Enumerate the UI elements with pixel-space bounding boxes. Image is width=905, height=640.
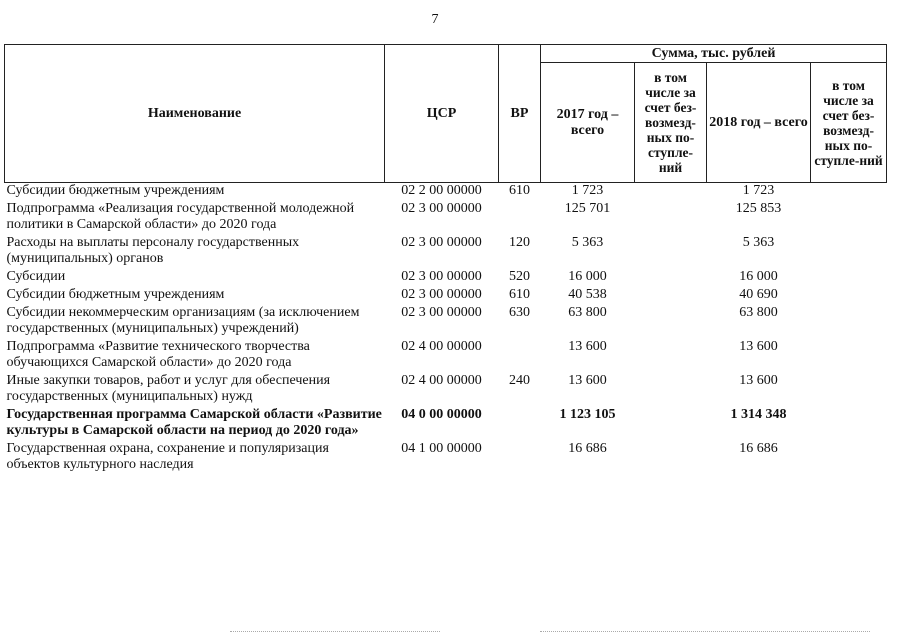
row-2017-grants (635, 339, 707, 373)
header-2018-total: 2018 год – всего (707, 63, 811, 183)
row-2017-total: 1 723 (571, 183, 604, 198)
header-csr: ЦСР (385, 45, 499, 183)
row-2017-total: 16 000 (568, 269, 607, 284)
row-2017-grants (635, 441, 707, 475)
row-2018-grants (811, 201, 887, 235)
row-2017-grants (635, 287, 707, 305)
row-csr: 02 4 00 00000 (401, 339, 482, 354)
table-row (5, 305, 887, 339)
table-row (5, 407, 887, 441)
row-csr: 02 3 00 00000 (401, 235, 482, 250)
row-vr: 610 (509, 287, 530, 302)
row-2018-grants (811, 441, 887, 475)
row-vr: 520 (509, 269, 530, 284)
row-vr: 240 (509, 373, 530, 388)
row-vr (499, 201, 541, 235)
row-2018-total: 63 800 (739, 305, 778, 320)
row-2017-total: 63 800 (568, 305, 607, 320)
row-name: Субсидии бюджетным учреждениям (6, 287, 225, 302)
table-row (5, 201, 887, 235)
row-name: Государственная охрана, сохранение и популяризация объектов культурного наследия (6, 441, 329, 472)
table-row (5, 287, 887, 305)
row-2018-grants (811, 407, 887, 441)
row-2018-total: 40 690 (739, 287, 778, 302)
row-name: Государственная программа Самарской области «Развитие культуры в Самарской области на период до 2020 года» (6, 407, 382, 438)
row-vr (499, 407, 541, 441)
table-row (5, 441, 887, 475)
row-vr (499, 441, 541, 475)
row-2017-total: 1 123 105 (559, 407, 616, 422)
table-row (5, 339, 887, 373)
table-row (5, 269, 887, 287)
row-2018-grants (811, 183, 887, 202)
table-body (5, 183, 887, 476)
row-2017-grants (635, 407, 707, 441)
row-2018-total: 16 000 (739, 269, 778, 284)
row-2018-grants (811, 287, 887, 305)
row-2018-grants (811, 305, 887, 339)
row-2017-grants (635, 183, 707, 202)
row-2017-grants (635, 305, 707, 339)
row-vr: 630 (509, 305, 530, 320)
row-2017-grants (635, 269, 707, 287)
row-2018-grants (811, 269, 887, 287)
budget-table (4, 44, 887, 475)
row-2018-total: 13 600 (739, 339, 778, 354)
row-2017-grants (635, 373, 707, 407)
row-2018-total: 125 853 (735, 201, 782, 216)
row-2018-total: 13 600 (739, 373, 778, 388)
row-csr: 02 4 00 00000 (401, 373, 482, 388)
row-csr: 02 2 00 00000 (401, 183, 482, 198)
row-2017-total: 13 600 (568, 339, 607, 354)
row-2018-grants (811, 373, 887, 407)
table-row (5, 235, 887, 269)
header-2017-grants: в том числе за счет без-возмезд-ных по-ступле-ний (635, 63, 707, 183)
row-2018-total: 5 363 (742, 235, 775, 250)
row-csr: 04 0 00 00000 (401, 407, 482, 422)
row-2017-grants (635, 201, 707, 235)
row-vr (499, 339, 541, 373)
row-name: Субсидии (6, 269, 66, 284)
row-csr: 02 3 00 00000 (401, 269, 482, 284)
row-name: Расходы на выплаты персоналу государственных (муниципальных) органов (6, 235, 300, 266)
row-2018-total: 1 314 348 (730, 407, 787, 422)
row-2017-total: 5 363 (571, 235, 604, 250)
row-csr: 02 3 00 00000 (401, 287, 482, 302)
row-name: Подпрограмма «Реализация государственной молодежной политики в Самарской области» до 2020 года (6, 201, 355, 232)
row-2018-total: 1 723 (742, 183, 775, 198)
header-vr: ВР (499, 45, 541, 183)
header-sum: Сумма, тыс. рублей (541, 45, 887, 63)
table-header (5, 45, 887, 183)
row-name: Субсидии некоммерческим организациям (за исключением государственных (муниципальных) учреждений) (6, 305, 360, 336)
table-row (5, 183, 887, 202)
row-name: Субсидии бюджетным учреждениям (6, 183, 225, 198)
scan-artifact-line (230, 631, 440, 632)
table-row (5, 373, 887, 407)
row-csr: 02 3 00 00000 (401, 305, 482, 320)
page-number: 7 (431, 12, 439, 27)
row-2018-grants (811, 235, 887, 269)
row-2017-total: 13 600 (568, 373, 607, 388)
row-csr: 02 3 00 00000 (401, 201, 482, 216)
row-csr: 04 1 00 00000 (401, 441, 482, 456)
row-2017-total: 40 538 (568, 287, 607, 302)
header-name: Наименование (5, 45, 385, 183)
header-2018-grants: в том числе за счет без-возмезд-ных по-ступле-ний (811, 63, 887, 183)
scan-artifact-line (540, 631, 870, 632)
row-vr: 120 (509, 235, 530, 250)
row-vr: 610 (509, 183, 530, 198)
row-name: Подпрограмма «Развитие технического творчества обучающихся Самарской области» до 2020 года (6, 339, 310, 370)
row-2018-grants (811, 339, 887, 373)
row-name: Иные закупки товаров, работ и услуг для обеспечения государственных (муниципальных) нужд (6, 373, 331, 404)
row-2017-grants (635, 235, 707, 269)
row-2018-total: 16 686 (739, 441, 778, 456)
row-2017-total: 125 701 (564, 201, 611, 216)
header-2017-total: 2017 год – всего (541, 63, 635, 183)
row-2017-total: 16 686 (568, 441, 607, 456)
